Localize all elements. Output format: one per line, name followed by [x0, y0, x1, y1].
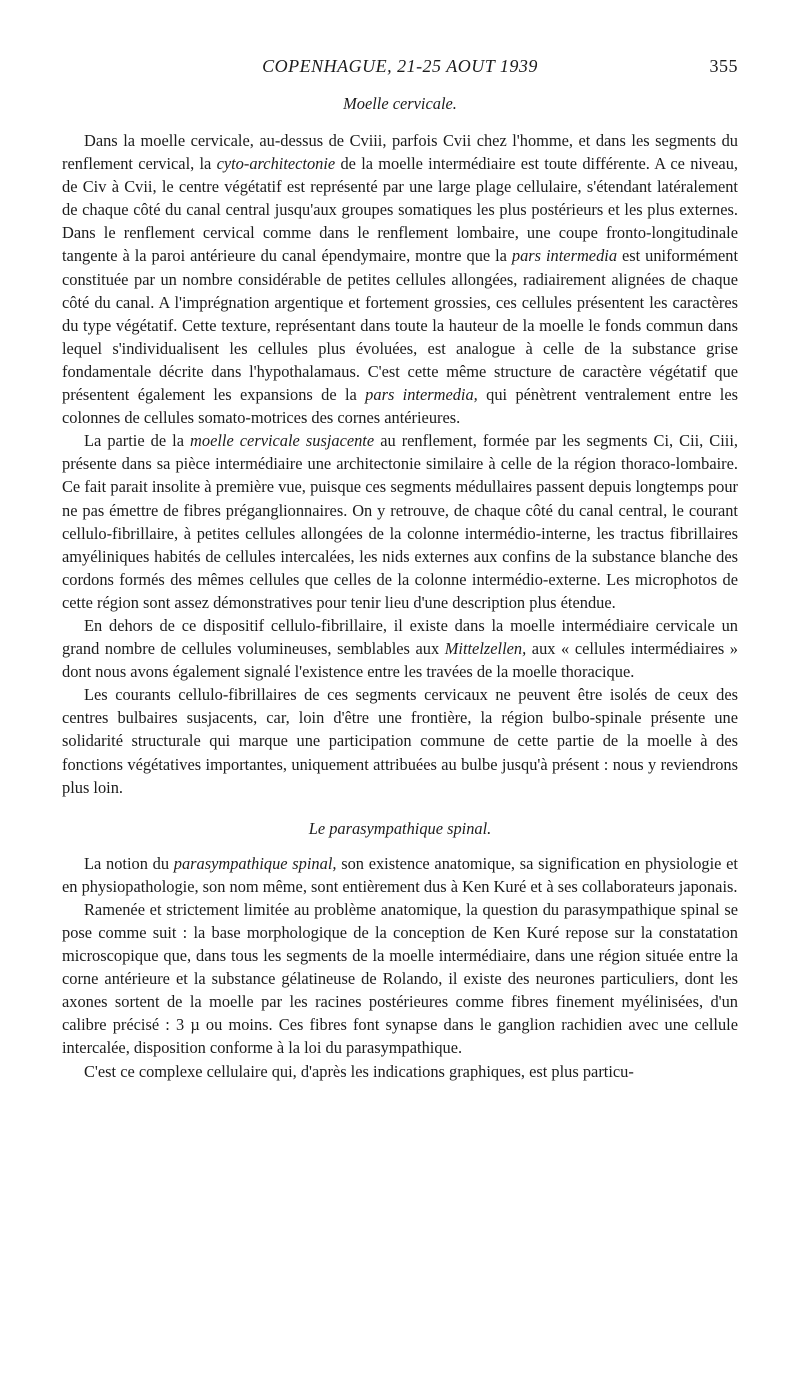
- text-run: La notion du: [84, 853, 174, 873]
- italic-term: moelle cervicale susjacente: [190, 431, 375, 451]
- paragraph: [62, 129, 738, 429]
- text-run: son existence anatomique, sa signification en physiologie et en physiopathologie, son nom même, sont entièrement dus à Ken Kuré et à ses collaborateurs japonais.: [62, 853, 738, 896]
- text-run: est uniformément constituée par un nombre considérable de petites cellules allongées, radiairement alignées de chaque côté du canal. A l'imprégnation argentique et fortement grossies, ces cellules présentent les caractères du type végétatif. Cette texture, représentant dans toute la hauteur de la moelle le fonds commun dans lequel s'individualisent les cellules plus évoluées, est analogue à celle de la substance grise fondamentale décrite dans l'hypothalamaus. C'est cette même structure de caractère végétatif que présentent également les expansions de la: [62, 246, 738, 405]
- body-text: [62, 92, 738, 1083]
- text-run: Ramenée et strictement limitée au problème anatomique, la question du parasympathique spinal se pose comme suit : la base morphologique de la conception de Ken Kuré repose sur la constatation microscopique que, dans tous les segments de la moelle intermédiaire, dans une région située entre la corne antérieure et la substance gélatineuse de Rolando, il existe des neurones particuliers, dont les axones sortent de la moelle par les racines postérieures comme fibres finement myélinisées, d'un calibre précisé : 3 µ ou moins. Ces fibres font synapse dans le ganglion rachidien avec une cellule intercalée, disposition conforme à la loi du parasympathique.: [62, 899, 738, 1058]
- section-heading-parasympathique-spinal: Le parasympathique spinal.: [308, 818, 492, 838]
- text-run: Dans la moelle cervicale, au-dessus de Cviii, parfois Cvii chez l'homme, et dans les segments du renflement cervical, la: [62, 131, 738, 174]
- paragraph: [62, 852, 738, 898]
- text-run: au renflement, formée par les segments Ci, Cii, Ciii, présente dans sa pièce intermédiaire une architectonie similaire à celle de la région thoraco-lombaire. Ce fait parait insolite à première vue, puisque ces segments médullaires passent depuis longtemps pour ne pas émettre de fibres préganglionnaires. On y retrouve, de chaque côté du canal central, le courant cellulo-fibrillaire, à petites cellules allongées de la colonne intermédio-interne, les tractus fibrillaires amyéliniques habités de cellules intercalées, les nids externes aux confins de la substance blanche des cordons formés des mêmes cellules que celles de la colonne intermédio-externe. Les microphotos de cette région sont assez démonstratives pour tenir lieu d'une description plus étendue.: [62, 431, 738, 612]
- italic-term: pars intermedia: [511, 246, 618, 266]
- running-title: COPENHAGUE, 21-25 AOUT 1939: [262, 56, 538, 76]
- text-run: Les courants cellulo-fibrillaires de ces segments cervicaux ne peuvent être isolés de ceux des centres bulbaires susjacents, car, loin d'être une frontière, la région bulbo-spinale présente une solidarité structurale qui marque une participation commune de cette partie de la moelle à des fonctions végétatives importantes, uniquement attribuées au bulbe jusqu'à présent : nous y reviendrons plus loin.: [62, 685, 738, 797]
- section-moelle-cervicale: [62, 129, 738, 799]
- paragraph: [62, 429, 738, 614]
- text-run: C'est ce complexe cellulaire qui, d'après les indications graphiques, est plus particu-: [84, 1061, 634, 1081]
- text-run: de la moelle intermédiaire est toute différente. A ce niveau, de Civ à Cvii, le centre végétatif est représenté par une large plage cellulaire, s'étendant latéralement de chaque côté du canal central jusqu'aux groupes somatiques les plus postérieurs et les plus externes. Dans le renflement cervical comme dans le renflement lombaire, une coupe fronto-longitudinale tangente à la paroi antérieure du canal épendymaire, montre que la: [62, 154, 738, 266]
- running-head: [62, 56, 738, 82]
- italic-term: Mittelzellen,: [444, 639, 527, 659]
- section-heading-moelle-cervicale: Moelle cervicale.: [343, 94, 457, 113]
- italic-term: parasympathique spinal,: [173, 853, 337, 873]
- paragraph: [62, 898, 738, 1060]
- page-number: 355: [709, 56, 738, 76]
- italic-term: cyto-architectonie: [216, 154, 336, 174]
- text-run: qui pénètrent ventralement entre les colonnes de cellules somato-motrices des cornes antérieures.: [62, 385, 739, 428]
- paragraph: [62, 1060, 738, 1083]
- text-run: La partie de la: [84, 431, 191, 451]
- paragraph: [62, 683, 738, 798]
- text-run: En dehors de ce dispositif cellulo-fibrillaire, il existe dans la moelle intermédiaire cervicale un grand nombre de cellules volumineuses, semblables aux: [62, 615, 738, 659]
- italic-term: pars intermedia,: [365, 385, 478, 405]
- text-run: aux « cellules intermédiaires » dont nous avons également signalé l'existence entre les travées de la moelle thoracique.: [62, 639, 738, 682]
- section-parasympathique-spinal: [62, 852, 738, 1083]
- paragraph: [62, 614, 738, 683]
